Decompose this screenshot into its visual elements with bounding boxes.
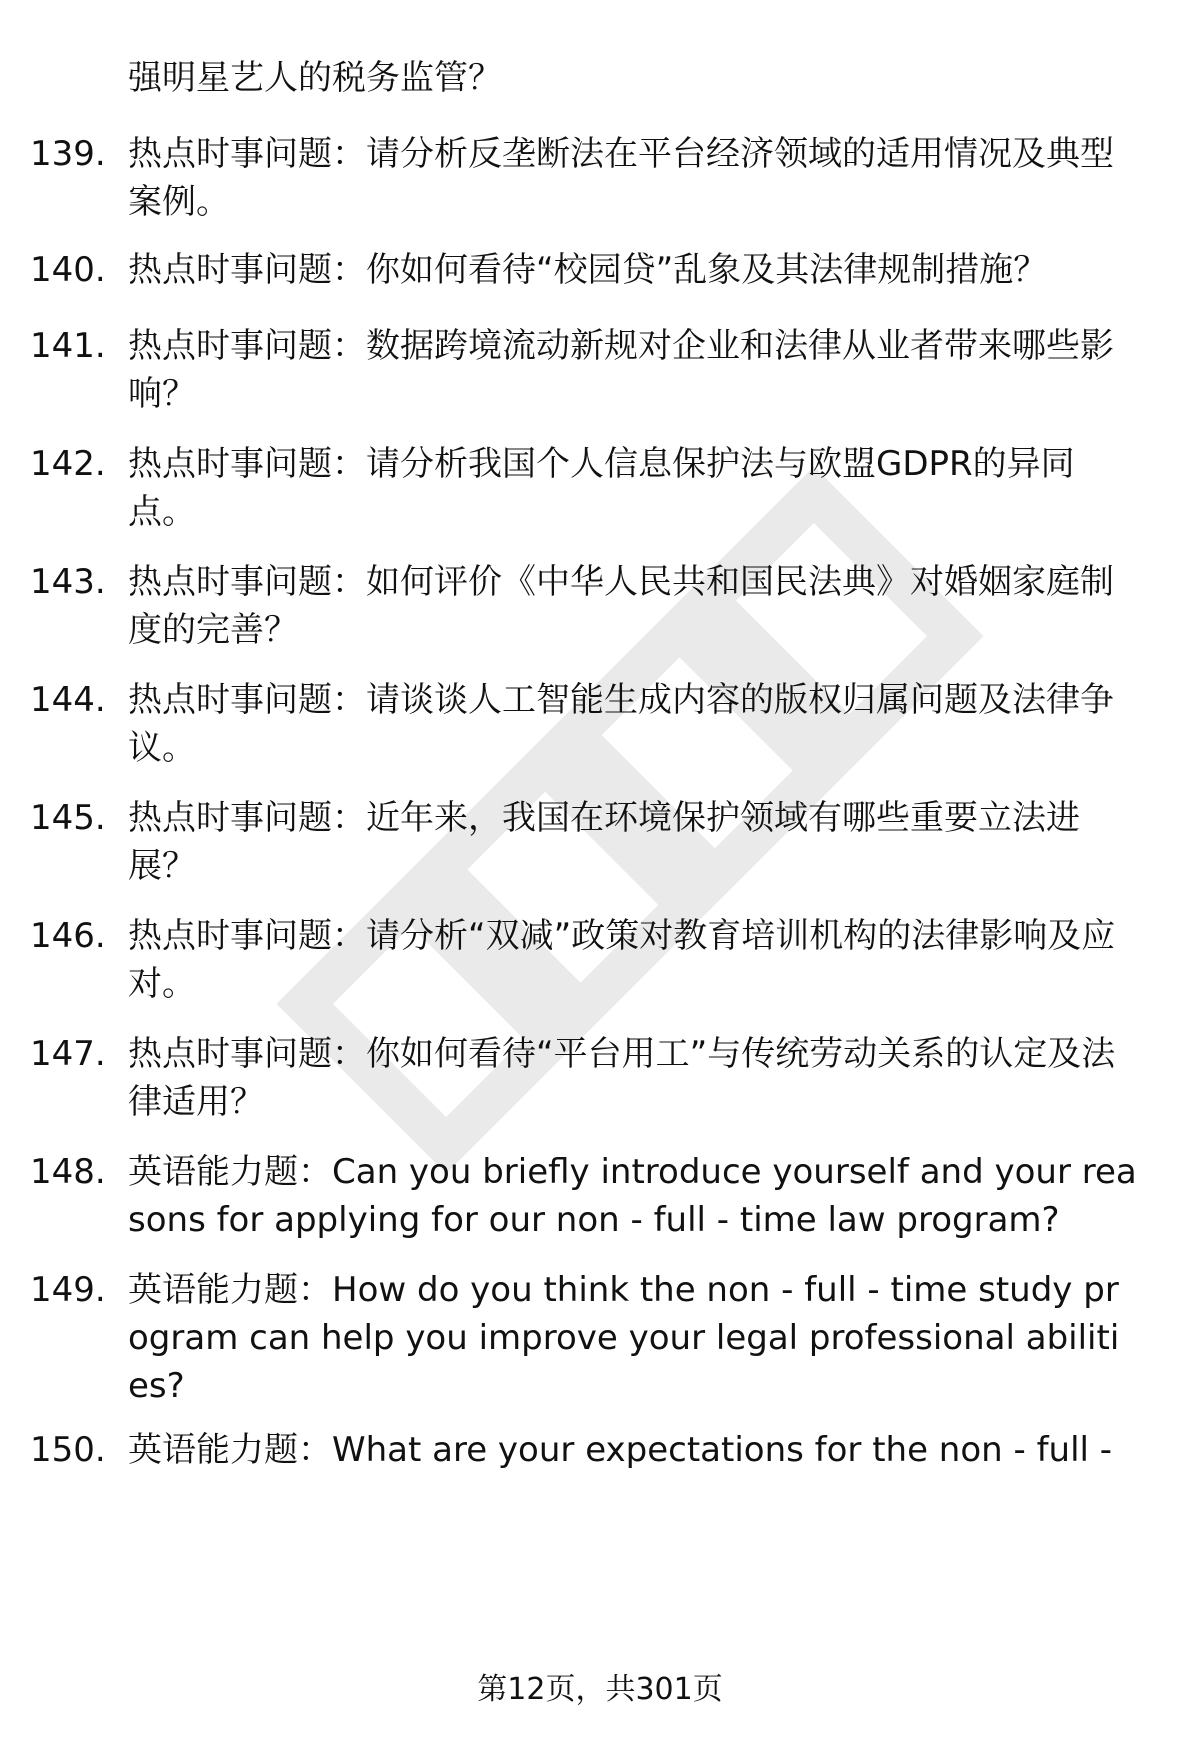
item-number: 148. xyxy=(30,1152,106,1192)
item-number: 149. xyxy=(30,1270,106,1310)
item-text: 英语能力题：Can you briefly introduce yourself and your reasons for applying for our non - full - time law program? xyxy=(128,1152,1137,1240)
item-text: 英语能力题：What are your expectations for the non - full - xyxy=(128,1430,1113,1470)
item-text: 热点时事问题：请分析反垄断法在平台经济领域的适用情况及典型案例。 xyxy=(128,134,1114,222)
item-text: 热点时事问题：数据跨境流动新规对企业和法律从业者带来哪些影响？ xyxy=(128,326,1114,414)
item-number: 145. xyxy=(30,798,106,838)
item-text: 热点时事问题：你如何看待“平台用工”与传统劳动关系的认定及法律适用？ xyxy=(128,1034,1116,1122)
continuation-text: 强明星艺人的税务监管？ xyxy=(128,58,502,98)
item-number: 142. xyxy=(30,444,106,484)
item-text: 热点时事问题：请分析我国个人信息保护法与欧盟GDPR的异同点。 xyxy=(128,444,1075,532)
item-number: 150. xyxy=(30,1430,106,1470)
item-text: 热点时事问题：请谈谈人工智能生成内容的版权归属问题及法律争议。 xyxy=(128,680,1114,768)
item-number: 141. xyxy=(30,326,106,366)
item-text: 英语能力题：How do you think the non - full - time study program can help you improve your legal professional abilities? xyxy=(128,1270,1120,1406)
page-footer: 第12页，共301页 xyxy=(477,1672,723,1707)
item-number: 139. xyxy=(30,134,106,174)
item-number: 144. xyxy=(30,680,106,720)
item-text: 热点时事问题：近年来，我国在环境保护领域有哪些重要立法进展？ xyxy=(128,798,1080,886)
item-number: 143. xyxy=(30,562,106,602)
item-text: 热点时事问题：你如何看待“校园贷”乱象及其法律规制措施？ xyxy=(128,250,1048,290)
item-number: 146. xyxy=(30,916,106,956)
item-text: 热点时事问题：请分析“双减”政策对教育培训机构的法律影响及应对。 xyxy=(128,916,1116,1004)
item-text: 热点时事问题：如何评价《中华人民共和国民法典》对婚姻家庭制度的完善？ xyxy=(128,562,1114,650)
item-number: 140. xyxy=(30,250,106,290)
item-number: 147. xyxy=(30,1034,106,1074)
